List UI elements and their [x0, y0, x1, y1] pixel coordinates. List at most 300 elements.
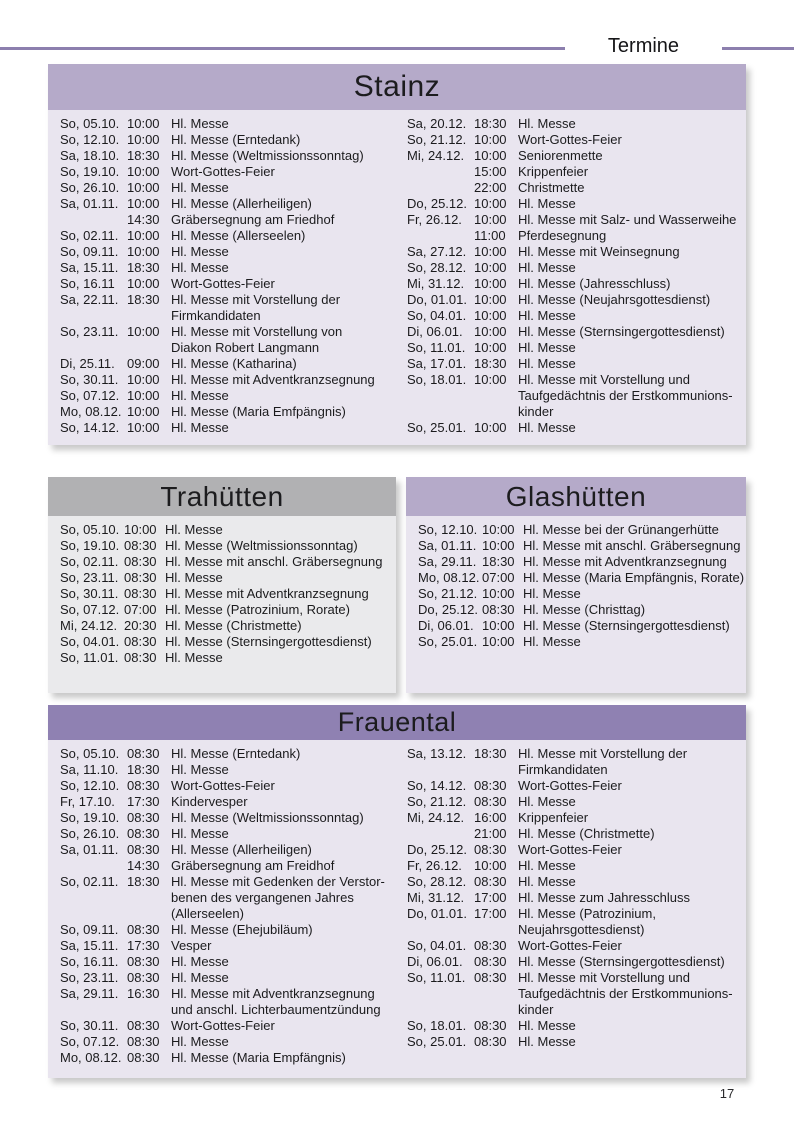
event-date: So, 18.01.: [407, 1018, 467, 1033]
event-date: So, 09.11.: [60, 244, 119, 259]
event-time: 18:30: [127, 874, 160, 889]
event-time: 08:30: [127, 842, 160, 857]
schedule-column: [48, 740, 399, 1066]
event-time: 10:00: [127, 116, 160, 131]
event-description: [523, 602, 746, 618]
schedule-row: [60, 602, 396, 618]
event-description: [171, 1018, 399, 1034]
event-date: Sa, 29.11.: [60, 986, 119, 1001]
event-description-line: Wort-Gottes-Feier: [171, 276, 275, 291]
event-date: So, 05.10.: [60, 522, 120, 537]
event-time: 18:30: [474, 746, 507, 761]
schedule-row: [60, 180, 399, 196]
event-description-line: Hl. Messe (Sternsingergottesdienst): [518, 324, 725, 339]
event-description-line: Hl. Messe: [518, 794, 576, 809]
event-time: 10:00: [482, 634, 515, 649]
event-date: So, 11.01.: [60, 650, 119, 665]
event-description-line: Christmette: [518, 180, 585, 195]
event-description: [171, 970, 399, 986]
schedule-row: [407, 292, 746, 308]
event-description: [518, 1018, 746, 1034]
event-time: 18:30: [482, 554, 515, 569]
event-description-line: Hl. Messe: [171, 420, 229, 435]
event-description-line: Hl. Messe: [518, 858, 576, 873]
event-time: 14:30: [127, 858, 160, 873]
event-description-line: Kindervesper: [171, 794, 248, 809]
event-description: [171, 324, 399, 356]
event-description: [518, 212, 746, 228]
schedule-row: [60, 276, 399, 292]
event-description: [171, 794, 399, 810]
schedule-row: [60, 778, 399, 794]
event-date: Di, 25.11.: [60, 356, 115, 371]
event-description-line: Hl. Messe mit Adventkranzsegnung: [523, 554, 727, 569]
schedule-row: [407, 810, 746, 826]
schedule-row: [60, 954, 399, 970]
event-description-line: Hl. Messe: [171, 116, 229, 131]
event-time: 08:30: [127, 970, 160, 985]
event-date: So, 28.12.: [407, 874, 467, 889]
event-description: [171, 196, 399, 212]
event-date: So, 04.01.: [407, 938, 467, 953]
event-date: [407, 164, 474, 180]
event-time: 08:30: [482, 602, 515, 617]
event-time: 18:30: [474, 116, 507, 131]
event-date: Sa, 01.11.: [418, 538, 477, 553]
event-date: Sa, 01.11.: [60, 842, 119, 857]
event-description-line: Hl. Messe: [518, 340, 576, 355]
schedule-row: [407, 340, 746, 356]
event-date: So, 02.11.: [60, 228, 119, 243]
event-time: 16:00: [474, 810, 507, 825]
event-time: 18:30: [127, 762, 160, 777]
event-description: [165, 554, 396, 570]
schedule-row: [407, 308, 746, 324]
schedule-row: [418, 602, 746, 618]
schedule-row: [407, 954, 746, 970]
event-date: So, 25.01.: [418, 634, 478, 649]
event-description-line: Hl. Messe: [523, 586, 581, 601]
schedule-row: [60, 538, 396, 554]
event-date: So, 21.12.: [407, 132, 467, 147]
event-description: [523, 522, 746, 538]
event-time: 08:30: [127, 1018, 160, 1033]
event-description-line: Hl. Messe: [523, 634, 581, 649]
event-time: 08:30: [474, 778, 507, 793]
event-description-line: Hl. Messe: [518, 116, 576, 131]
event-description-line: Hl. Messe (Christmette): [518, 826, 655, 841]
event-time: 08:30: [474, 794, 507, 809]
schedule-row: [60, 388, 399, 404]
section-body-glashuetten: [406, 516, 746, 693]
event-time: 08:30: [127, 778, 160, 793]
event-description-line: Firmkandidaten: [518, 762, 608, 777]
event-time: 10:00: [127, 180, 160, 195]
schedule-row: [407, 858, 746, 874]
schedule-row: [407, 116, 746, 132]
event-description: [518, 954, 746, 970]
event-description-line: Hl. Messe (Neujahrsgottesdienst): [518, 292, 711, 307]
schedule-row: [407, 244, 746, 260]
event-time: 10:00: [127, 132, 160, 147]
event-description-line: Hl. Messe mit Weinsegnung: [518, 244, 680, 259]
event-description: [171, 372, 399, 388]
event-description: [518, 874, 746, 890]
event-date: So, 04.01.: [60, 634, 120, 649]
schedule-row: [60, 986, 399, 1018]
event-time: 08:30: [124, 570, 157, 585]
event-description: [171, 388, 399, 404]
schedule-row: [60, 324, 399, 356]
event-description-line: Hl. Messe: [171, 260, 229, 275]
schedule-row: [60, 826, 399, 842]
event-date: Sa, 29.11.: [418, 554, 477, 569]
event-description: [171, 1034, 399, 1050]
event-time: 10:00: [482, 618, 515, 633]
schedule-row: [407, 890, 746, 906]
schedule-row: [418, 570, 746, 586]
schedule-row: [60, 874, 399, 922]
event-description: [171, 858, 399, 874]
event-description: [518, 970, 746, 1018]
event-description-line: Hl. Messe zum Jahresschluss: [518, 890, 690, 905]
event-date: So, 19.10.: [60, 538, 120, 553]
event-description-line: Hl. Messe: [518, 1034, 576, 1049]
event-description: [171, 404, 399, 420]
event-description-line: Wort-Gottes-Feier: [518, 132, 622, 147]
event-date: Mi, 24.12.: [407, 810, 465, 825]
section-title-glashuetten: Glashütten: [406, 477, 746, 516]
event-description: [518, 938, 746, 954]
event-description-line: Hl. Messe mit Vorstellung der: [171, 292, 341, 307]
event-time: 10:00: [474, 244, 507, 259]
event-description: [518, 842, 746, 858]
event-time: 10:00: [474, 308, 507, 323]
event-date: Mi, 24.12.: [407, 148, 465, 163]
event-date: Mo, 08.12.: [418, 570, 480, 585]
event-description: [518, 228, 746, 244]
event-date: Do, 01.01.: [407, 906, 467, 921]
event-date: So, 12.10.: [418, 522, 478, 537]
event-description: [171, 276, 399, 292]
schedule-row: [418, 538, 746, 554]
event-time: 09:00: [127, 356, 160, 371]
event-date: So, 07.12.: [60, 388, 120, 403]
event-description-line: Hl. Messe (Weltmissionssonntag): [171, 148, 364, 163]
event-date: So, 02.11.: [60, 874, 119, 889]
schedule-column: [48, 516, 396, 666]
event-description-line: Hl. Messe mit Adventkranzsegnung: [165, 586, 369, 601]
event-description-line: Wort-Gottes-Feier: [171, 1018, 275, 1033]
event-time: 10:00: [127, 228, 160, 243]
schedule-row: [407, 260, 746, 276]
section-stainz: [48, 64, 746, 445]
event-time: 18:30: [127, 292, 160, 307]
header-rule-right: [722, 47, 794, 50]
event-description: [171, 938, 399, 954]
event-date: [407, 180, 474, 196]
schedule-column: [399, 110, 746, 436]
event-date: So, 25.01.: [407, 420, 467, 435]
schedule-row: [418, 618, 746, 634]
event-date: So, 18.01.: [407, 372, 467, 387]
event-description: [165, 602, 396, 618]
event-date: Sa, 11.10.: [60, 762, 119, 777]
event-description-line: Hl. Messe: [518, 196, 576, 211]
schedule-row: [60, 1050, 399, 1066]
schedule-row: [407, 794, 746, 810]
event-time: 10:00: [474, 276, 507, 291]
event-description: [518, 180, 746, 196]
event-date: So, 30.11.: [60, 372, 119, 387]
event-description-line: Hl. Messe (Erntedank): [171, 132, 301, 147]
section-trahuetten: [48, 477, 396, 693]
schedule-row: [60, 938, 399, 954]
event-description-line: Krippenfeier: [518, 810, 589, 825]
schedule-row: [407, 938, 746, 954]
event-date: So, 28.12.: [407, 260, 467, 275]
event-description: [518, 292, 746, 308]
schedule-row: [60, 228, 399, 244]
event-description: [518, 1034, 746, 1050]
schedule-row: [407, 180, 746, 196]
event-description-line: Hl. Messe (Maria Empfängnis, Rorate): [523, 570, 745, 585]
event-description: [518, 858, 746, 874]
event-time: 08:30: [127, 826, 160, 841]
event-date: So, 12.10.: [60, 778, 120, 793]
event-description-line: benen des vergangenen Jahres: [171, 890, 354, 905]
schedule-row: [60, 554, 396, 570]
event-description: [171, 356, 399, 372]
event-description-line: Hl. Messe: [171, 762, 229, 777]
schedule-row: [418, 522, 746, 538]
event-description-line: Hl. Messe bei der Grünangerhütte: [523, 522, 719, 537]
section-body-stainz: [48, 110, 746, 445]
event-time: 10:00: [474, 324, 507, 339]
event-description: [171, 164, 399, 180]
event-description-line: Firmkandidaten: [171, 308, 261, 323]
event-date: So, 25.01.: [407, 1034, 467, 1049]
schedule-row: [407, 842, 746, 858]
event-description-line: Hl. Messe: [518, 308, 576, 323]
schedule-row: [60, 762, 399, 778]
event-time: 07:00: [124, 602, 157, 617]
event-time: 08:30: [474, 874, 507, 889]
event-description-line: Hl. Messe (Christtag): [523, 602, 646, 617]
event-date: Sa, 18.10.: [60, 148, 120, 163]
event-time: 08:30: [124, 554, 157, 569]
event-description: [523, 618, 746, 634]
event-time: 18:30: [127, 260, 160, 275]
event-time: 10:00: [127, 276, 160, 291]
event-description: [518, 164, 746, 180]
event-description-line: Hl. Messe: [171, 388, 229, 403]
event-description-line: Hl. Messe (Sternsingergottesdienst): [523, 618, 730, 633]
event-description-line: Hl. Messe mit Gedenken der Verstor-: [171, 874, 385, 889]
schedule-row: [407, 276, 746, 292]
event-date: So, 11.01.: [407, 970, 466, 985]
event-description: [171, 922, 399, 938]
schedule-row: [60, 586, 396, 602]
event-description-line: Hl. Messe (Maria Emfpängnis): [171, 404, 346, 419]
event-time: 10:00: [127, 372, 160, 387]
event-time: 08:30: [474, 1018, 507, 1033]
event-date: Sa, 17.01.: [407, 356, 467, 371]
page-number: 17: [719, 1086, 735, 1101]
event-date: So, 26.10.: [60, 180, 120, 195]
event-time: 11:00: [474, 228, 506, 243]
event-date: So, 14.12.: [60, 420, 120, 435]
event-description: [165, 586, 396, 602]
event-time: 10:00: [474, 292, 507, 307]
event-date: So, 26.10.: [60, 826, 120, 841]
event-date: Mi, 24.12.: [60, 618, 118, 633]
event-description: [518, 260, 746, 276]
event-time: 10:00: [474, 340, 507, 355]
schedule-row: [60, 522, 396, 538]
section-glashuetten: [406, 477, 746, 693]
event-date: So, 12.10.: [60, 132, 120, 147]
event-date: Sa, 27.12.: [407, 244, 467, 259]
schedule-row: [407, 1034, 746, 1050]
schedule-column: [399, 740, 746, 1050]
event-date: So, 19.10.: [60, 164, 120, 179]
event-date: So, 23.11.: [60, 324, 119, 339]
schedule-row: [60, 420, 399, 436]
event-description-line: Vesper: [171, 938, 212, 953]
schedule-row: [60, 164, 399, 180]
event-description-line: Hl. Messe mit Adventkranzsegnung: [171, 986, 375, 1001]
event-description-line: Hl. Messe mit Vorstellung der: [518, 746, 688, 761]
event-time: 10:00: [482, 586, 515, 601]
event-description-line: Hl. Messe: [518, 420, 576, 435]
schedule-row: [60, 292, 399, 324]
schedule-row: [407, 356, 746, 372]
event-date: So, 30.11.: [60, 1018, 119, 1033]
schedule-column: [48, 110, 399, 436]
event-description-line: und anschl. Lichterbaumentzündung: [171, 1002, 381, 1017]
event-time: 22:00: [474, 180, 507, 195]
event-date: [407, 228, 474, 244]
event-description-line: Wort-Gottes-Feier: [171, 164, 275, 179]
schedule-row: [407, 970, 746, 1018]
event-description-line: Hl. Messe mit Vorstellung von: [171, 324, 343, 339]
event-date: Do, 25.12.: [407, 196, 467, 211]
event-description: [518, 826, 746, 842]
event-description-line: Hl. Messe (Ehejubiläum): [171, 922, 313, 937]
schedule-row: [407, 874, 746, 890]
section-body-frauental: [48, 740, 746, 1078]
event-time: 10:00: [474, 132, 507, 147]
schedule-row: [60, 132, 399, 148]
event-time: 10:00: [474, 372, 507, 387]
event-description: [518, 340, 746, 356]
schedule-row: [60, 970, 399, 986]
event-date: Do, 25.12.: [418, 602, 478, 617]
event-time: 08:30: [127, 922, 160, 937]
event-description: [171, 132, 399, 148]
schedule-row: [407, 372, 746, 420]
event-date: Di, 06.01.: [418, 618, 474, 633]
event-date: Do, 25.12.: [407, 842, 467, 857]
event-description: [523, 634, 746, 650]
event-time: 10:00: [127, 244, 160, 259]
event-time: 18:30: [127, 148, 160, 163]
schedule-row: [60, 1034, 399, 1050]
event-description: [165, 522, 396, 538]
schedule-row: [60, 570, 396, 586]
event-description: [518, 372, 746, 420]
schedule-row: [60, 922, 399, 938]
event-description: [518, 196, 746, 212]
event-description-line: Gräbersegnung am Freidhof: [171, 858, 335, 873]
event-date: Sa, 15.11.: [60, 260, 119, 275]
event-date: So, 16.11: [60, 276, 115, 291]
event-description: [518, 778, 746, 794]
event-date: So, 21.12.: [407, 794, 467, 809]
event-time: 08:30: [474, 938, 507, 953]
event-time: 08:30: [124, 538, 157, 553]
schedule-row: [407, 196, 746, 212]
event-description: [171, 810, 399, 826]
schedule-row: [418, 554, 746, 570]
event-description: [518, 810, 746, 826]
event-date: So, 02.11.: [60, 554, 119, 569]
event-description-line: Hl. Messe: [165, 650, 223, 665]
event-time: 08:30: [127, 746, 160, 761]
event-description-line: Hl. Messe mit Vorstellung und: [518, 970, 690, 985]
event-description: [171, 954, 399, 970]
event-time: 17:30: [127, 938, 160, 953]
event-description-line: Pferdesegnung: [518, 228, 607, 243]
event-description: [518, 148, 746, 164]
event-time: 08:30: [474, 954, 507, 969]
event-description-line: Hl. Messe mit anschl. Gräbersegnung: [165, 554, 383, 569]
event-time: 10:00: [127, 324, 160, 339]
event-time: 10:00: [127, 164, 160, 179]
event-date: So, 19.10.: [60, 810, 120, 825]
event-description: [171, 1050, 399, 1066]
event-description: [518, 116, 746, 132]
event-description-line: Hl. Messe: [518, 260, 576, 275]
event-time: 10:00: [482, 522, 515, 537]
event-description: [171, 842, 399, 858]
schedule-row: [60, 212, 399, 228]
schedule-row: [60, 148, 399, 164]
event-description: [171, 420, 399, 436]
schedule-row: [418, 634, 746, 650]
event-time: 10:00: [482, 538, 515, 553]
event-date: Sa, 15.11.: [60, 938, 119, 953]
event-description-line: Hl. Messe (Katharina): [171, 356, 297, 371]
event-description-line: Diakon Robert Langmann: [171, 340, 320, 355]
event-time: 21:00: [474, 826, 507, 841]
event-description: [523, 570, 748, 586]
event-date: Mo, 08.12.: [60, 1050, 122, 1065]
event-date: Mi, 31.12.: [407, 890, 465, 905]
event-date: Fr, 26.12.: [407, 212, 462, 227]
event-description: [171, 292, 399, 324]
event-description: [518, 356, 746, 372]
event-time: 10:00: [474, 196, 507, 211]
event-description-line: Hl. Messe (Christmette): [165, 618, 302, 633]
event-description-line: (Allerseelen): [171, 906, 244, 921]
section-title-trahuetten: Trahütten: [48, 477, 396, 516]
event-date: [60, 858, 127, 874]
section-title-stainz: Stainz: [48, 64, 746, 110]
event-description-line: Hl. Messe (Sternsingergottesdienst): [518, 954, 725, 969]
event-description: [523, 538, 746, 554]
